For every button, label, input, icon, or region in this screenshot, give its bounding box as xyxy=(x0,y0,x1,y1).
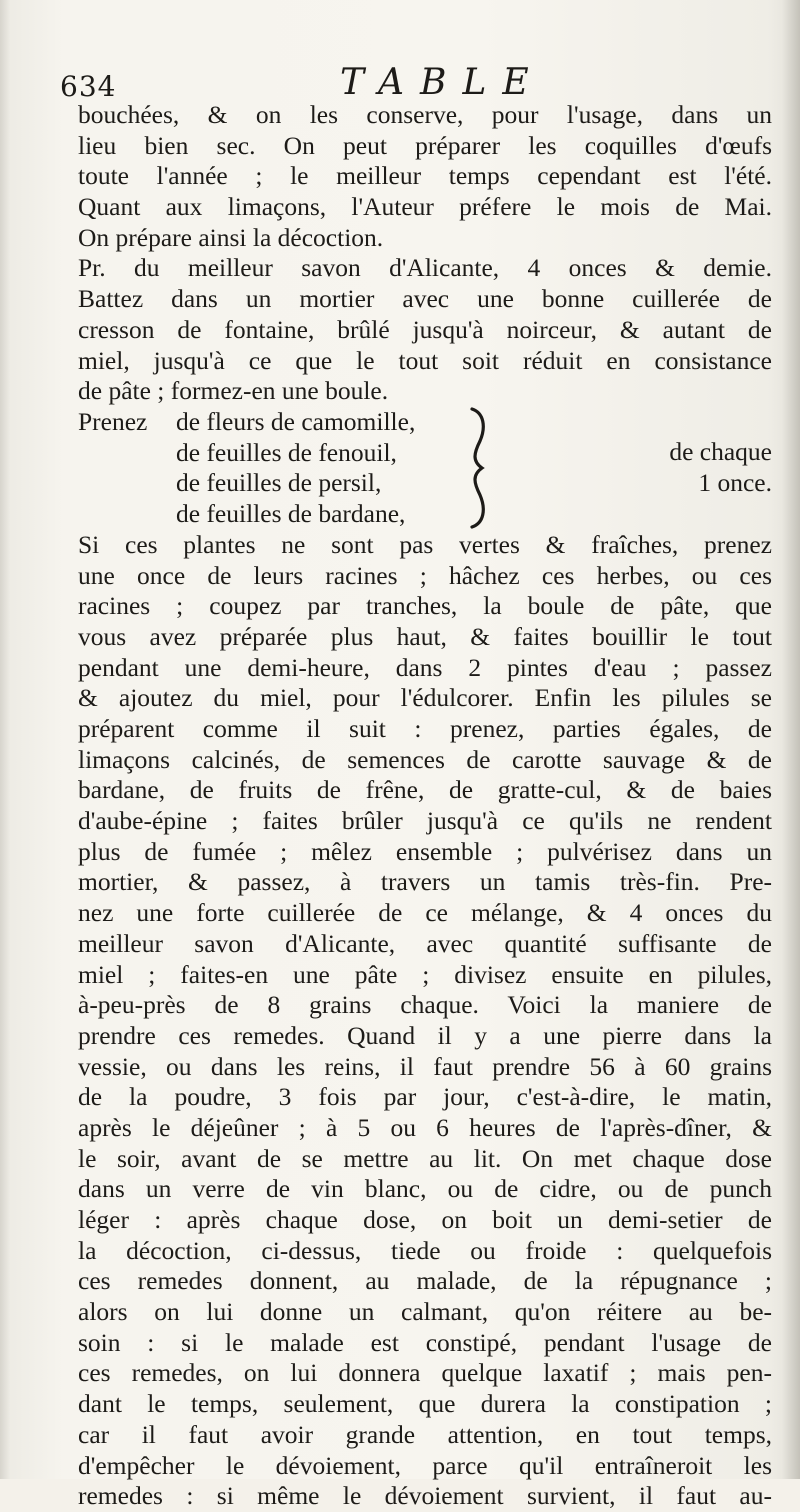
page-edge-shadow xyxy=(782,0,800,1479)
text-line: vous avez préparée plus haut, & faites bouillir le tout xyxy=(78,621,772,651)
text-line: cresson de fontaine, brûlé jusqu'à noirceur, & autant de xyxy=(78,314,772,344)
text-line: préparent comme il suit : prenez, parties égales, de xyxy=(78,714,772,743)
text-line: le soir, avant de se mettre au lit. On met chaque dose xyxy=(78,1143,772,1173)
recipe-ingredient: de feuilles de bardane, xyxy=(176,498,406,528)
text-line: Si ces plantes ne sont pas vertes & fraîches, prenez xyxy=(78,529,772,559)
text-line: ces remedes donnent, au malade, de la répugnance ; xyxy=(78,1266,772,1296)
text-line: léger : après chaque dose, on boit un demi-setier de xyxy=(78,1205,772,1234)
text-line: meilleur savon d'Alicante, avec quantité suffisante de xyxy=(78,928,772,958)
text-line: de la poudre, 3 fois par jour, c'est-à-dire, le matin, xyxy=(78,1082,772,1112)
text-line: remedes : si même le dévoiement survient, il faut au- xyxy=(78,1481,772,1511)
recipe-ingredient: de feuilles de fenouil, xyxy=(176,437,397,467)
text-line: miel ; faites-en une pâte ; divisez ensuite en pilules, xyxy=(78,959,772,989)
page-number: 634 xyxy=(60,70,117,103)
text-line: la décoction, ci-dessus, tiede ou froide : quelquefois xyxy=(78,1235,772,1265)
recipe-quantity-line: de chaque xyxy=(669,436,772,466)
recipe-ingredient: de feuilles de persil, xyxy=(176,468,382,498)
text-line: lieu bien sec. On peut préparer les coquilles d'œufs xyxy=(78,130,772,160)
text-line: pendant une demi-heure, dans 2 pintes d'eau ; passez xyxy=(78,652,772,682)
text-line: d'aube-épine ; faites brûler jusqu'à ce qu'ils ne rendent xyxy=(78,806,772,836)
text-line: après le déjeûner ; à 5 ou 6 heures de l'après-dîner, & xyxy=(78,1112,772,1142)
text-line: racines ; coupez par tranches, la boule de pâte, que xyxy=(78,591,772,621)
curly-brace-icon xyxy=(466,405,496,531)
text-line: prendre ces remedes. Quand il y a une pierre dans la xyxy=(78,1020,772,1050)
page-body xyxy=(78,100,772,1512)
text-line: car il faut avoir grande attention, en tout temps, xyxy=(78,1419,772,1449)
text-line: ces remedes, on lui donnera quelque laxatif ; mais pen- xyxy=(78,1358,772,1388)
recipe-ingredients xyxy=(176,407,415,530)
text-line: & ajoutez du miel, pour l'édulcorer. Enfin les pilules se xyxy=(78,683,772,713)
recipe-lead: Prenez xyxy=(78,406,148,436)
text-line: nez une forte cuillerée de ce mélange, & 4 onces du xyxy=(78,898,772,928)
text-line: une once de leurs racines ; hâchez ces herbes, ou ces xyxy=(78,560,772,590)
text-line: soin : si le malade est constipé, pendant l'usage de xyxy=(78,1327,772,1357)
running-head: TABLE xyxy=(340,62,545,103)
text-line: bouchées, & on les conserve, pour l'usage, dans un xyxy=(78,100,772,129)
text-line: bardane, de fruits de frêne, de gratte-cul, & de baies xyxy=(78,775,772,805)
text-line: alors on lui donne un calmant, qu'on réitere au be- xyxy=(78,1297,772,1327)
text-line: vessie, ou dans les reins, il faut prendre 56 à 60 grains xyxy=(78,1051,772,1081)
recipe-ingredient: de fleurs de camomille, xyxy=(176,406,416,436)
recipe-quantity xyxy=(669,437,772,498)
text-line: limaçons calcinés, de semences de carotte sauvage & de xyxy=(78,744,772,774)
text-line: dant le temps, seulement, que durera la constipation ; xyxy=(78,1389,772,1419)
text-line: toute l'année ; le meilleur temps cependant est l'été. xyxy=(78,161,772,191)
text-line: à-peu-près de 8 grains chaque. Voici la maniere de xyxy=(78,990,772,1020)
text-line: de pâte ; formez-en une boule. xyxy=(78,376,389,406)
text-line: Pr. du meilleur savon d'Alicante, 4 onces & demie. xyxy=(78,253,772,283)
text-line: miel, jusqu'à ce que le tout soit réduit en consistance xyxy=(78,345,772,375)
text-line: d'empêcher le dévoiement, parce qu'il entraîneroit les xyxy=(78,1450,772,1480)
recipe-block xyxy=(78,407,772,530)
text-line: plus de fumée ; mêlez ensemble ; pulvérisez dans un xyxy=(78,836,772,866)
text-line: mortier, & passez, à travers un tamis très-fin. Pre- xyxy=(78,867,772,897)
text-line: Battez dans un mortier avec une bonne cuillerée de xyxy=(78,284,772,314)
recipe-quantity-line: 1 once. xyxy=(698,467,772,497)
text-line: dans un verre de vin blanc, ou de cidre, ou de punch xyxy=(78,1174,772,1204)
page-gutter-shadow xyxy=(0,0,10,1479)
text-line: On prépare ainsi la décoction. xyxy=(78,222,384,252)
text-line: Quant aux limaçons, l'Auteur préfere le mois de Mai. xyxy=(78,192,772,222)
